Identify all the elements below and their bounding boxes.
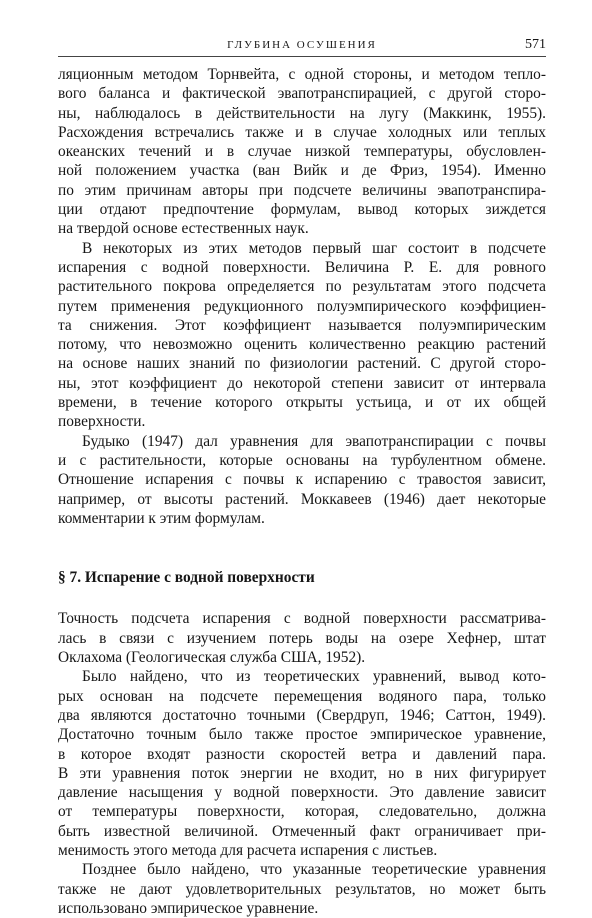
- text-line: использовано эмпирическое уравнение.: [58, 899, 319, 917]
- text-line: ны, наблюдалось в действительности на лугу (Маккинк, 1955).: [58, 104, 546, 122]
- text-line: быть известной величиной. Отмеченный факт ограничивает при-: [58, 822, 546, 840]
- text-line: потому, что невозможно оценить количественно реакцию растений: [58, 336, 546, 354]
- text-line: менимость этого метода для расчета испарения с листьев.: [58, 841, 438, 859]
- text-line: вого баланса и фактической эвапотранспирацией, с другой сторо-: [58, 85, 546, 103]
- text-line: на основе наших знаний по физиологии растений. С другой сторо-: [58, 355, 546, 373]
- text-line: Позднее было найдено, что указанные теоретические уравнения: [82, 861, 546, 879]
- text-line: два являются достаточно точными (Свердруп, 1946; Саттон, 1949).: [58, 706, 546, 724]
- text-line: В некоторых из этих методов первый шаг состоит в подсчете: [82, 239, 546, 257]
- text-line: та снижения. Этот коэффициент называется полуэмпирическим: [58, 316, 546, 334]
- text-line: Достаточно точным было также простое эмпирическое уравнение,: [58, 726, 546, 744]
- text-line: путем применения редукционного полуэмпирического коэффициен-: [58, 297, 546, 315]
- text-line: лась в связи с изучением потерь воды на озере Хефнер, штат: [58, 629, 546, 647]
- text-line: Отношение испарения с почвы к испарению с травостоя зависит,: [58, 471, 546, 489]
- text-line: времени, в течение которого открыты устьица, и от их общей: [58, 394, 546, 412]
- text-line: Было найдено, что из теоретических уравнений, вывод кото-: [82, 668, 546, 686]
- text-line: Точность подсчета испарения с водной поверхности рассматрива-: [58, 610, 546, 628]
- text-line: океанских течений и в случае низкой температуры, обусловлен-: [58, 143, 546, 161]
- text-line: ны, этот коэффициент до некоторой степени зависит от интервала: [58, 374, 546, 392]
- paragraph-budyko: [58, 432, 546, 528]
- text-line: в которое входят разности скоростей ветра и давлений пара.: [58, 745, 546, 763]
- text-line: на твердой основе естественных наук.: [58, 220, 309, 238]
- text-line: ции отдают предпочтение формулам, вывод которых зиждется: [58, 201, 546, 219]
- paragraph-accuracy: [58, 609, 546, 667]
- text-line: Будыко (1947) дал уравнения для эвапотранспирации с почвы: [82, 432, 546, 450]
- text-line: В эти уравнения поток энергии не входит, но в них фигурирует: [58, 764, 546, 782]
- text-line: рых основан на подсчете перемещения водяного пара, только: [58, 687, 546, 705]
- text-line: испарения с водной поверхности. Величина P. E. для ровного: [58, 258, 546, 276]
- body-text-bottom: [58, 609, 546, 918]
- text-line: также не дают удовлетворительных результатов, но может быть: [58, 880, 546, 898]
- book-page: [58, 38, 546, 918]
- text-line: по этим причинам авторы при подсчете величины эвапотранспира-: [58, 181, 546, 199]
- text-line: комментарии к этим формулам.: [58, 509, 265, 527]
- paragraph-continued: [58, 65, 546, 239]
- text-line: и с растительности, которые основаны на турбулентном обмене.: [58, 451, 546, 469]
- text-line: например, от высоты растений. Моккавеев (1946) дает некоторые: [58, 490, 546, 508]
- text-line: ной положением участка (ван Вийк и де Фриз, 1954). Именно: [58, 162, 546, 180]
- section-heading: § 7. Испарение с водной поверхности: [58, 569, 315, 587]
- paragraph-later-findings: [58, 860, 546, 918]
- text-line: давление насыщения у водной поверхности. Это давление зависит: [58, 784, 546, 802]
- text-line: ляционным методом Торнвейта, с одной стороны, и методом тепло-: [58, 66, 546, 83]
- paragraph-theoretical-equations: [58, 667, 546, 860]
- running-title: ГЛУБИНА ОСУШЕНИЯ: [227, 39, 377, 51]
- running-header: [58, 38, 546, 57]
- paragraph-water-surface-method: [58, 239, 546, 432]
- text-line: Оклахома (Геологическая служба США, 1952).: [58, 649, 366, 667]
- page-number: 571: [525, 37, 546, 52]
- body-text-top: [58, 65, 546, 528]
- text-line: растительного покрова определяется по результатам этого подсчета: [58, 278, 546, 296]
- text-line: поверхности.: [58, 413, 146, 431]
- text-line: от температуры поверхности, которая, следовательно, должна: [58, 803, 546, 821]
- text-line: Расхождения встречались также и в случае холодных или теплых: [58, 123, 546, 141]
